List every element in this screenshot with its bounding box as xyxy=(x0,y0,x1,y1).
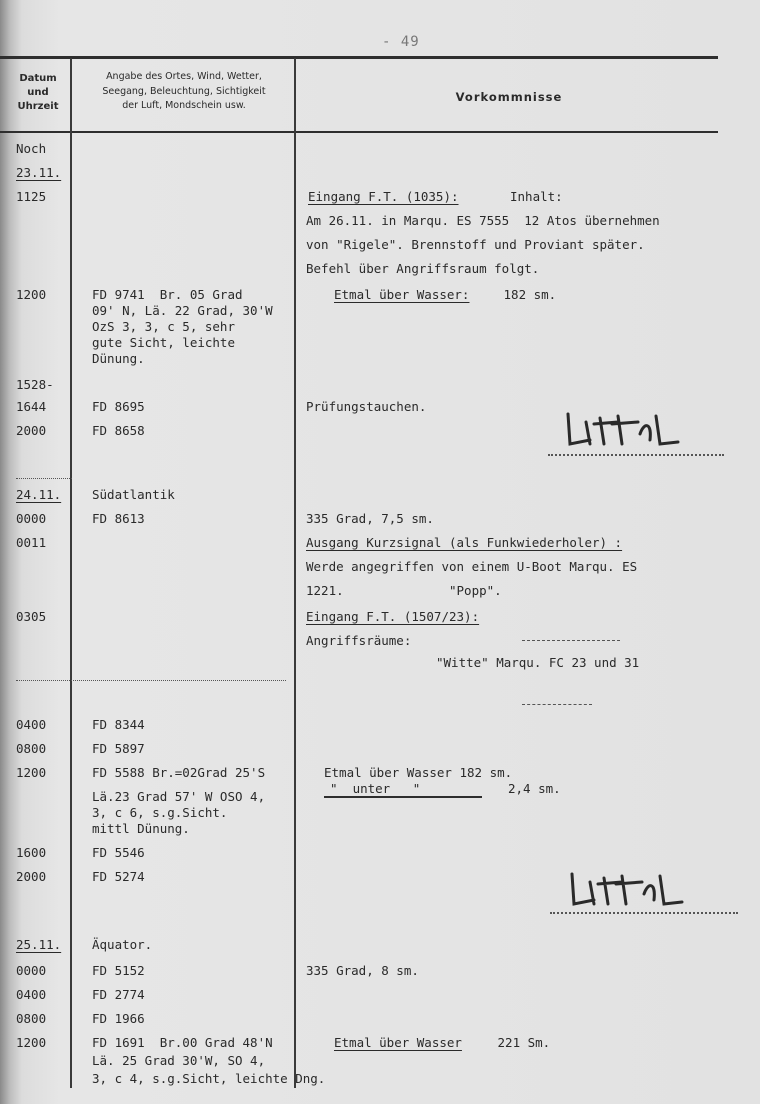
position-cell: FD 8344 xyxy=(92,717,145,732)
time-cell: 0800 xyxy=(16,1011,47,1026)
time-cell: 0000 xyxy=(16,963,47,978)
position-cell: 3, c 6, s.g.Sicht. xyxy=(92,805,228,820)
position-cell: Lä. 25 Grad 30'W, SO 4, xyxy=(92,1053,266,1068)
time-cell: 1200 xyxy=(16,765,47,780)
position-cell: FD 5274 xyxy=(92,869,145,884)
header-bottom-rule xyxy=(0,131,718,133)
event-text: 2,4 sm. xyxy=(508,781,561,796)
position-cell: FD 1966 xyxy=(92,1011,145,1026)
signature-mark xyxy=(560,404,690,454)
event-text: " unter " xyxy=(330,781,421,796)
event-text: 335 Grad, 7,5 sm. xyxy=(306,511,434,526)
event-text: 182 sm. xyxy=(496,287,557,302)
event-text: "Witte" Marqu. FC 23 und 31 xyxy=(436,655,640,670)
position-cell: Äquator. xyxy=(92,937,153,952)
time-cell: 1200 xyxy=(16,1035,47,1050)
event-text: 221 Sm. xyxy=(490,1035,551,1050)
time-cell: 1644 xyxy=(16,399,47,414)
event-text: Befehl über Angriffsraum folgt. xyxy=(306,261,540,276)
event-text: Inhalt: xyxy=(510,189,563,204)
underline xyxy=(324,796,482,798)
header-date-label: Datum xyxy=(19,73,57,84)
position-cell: 3, c 4, s.g.Sicht, leichte Dng. xyxy=(92,1071,326,1086)
event-heading: Eingang F.T. (1035): xyxy=(308,189,459,204)
position-cell: FD 5546 xyxy=(92,845,145,860)
header-location-line-3: der Luft, Mondschein usw. xyxy=(122,100,246,111)
signature-mark xyxy=(564,864,694,914)
time-cell: 0400 xyxy=(16,717,47,732)
time-cell: 1200 xyxy=(16,287,47,302)
position-cell: FD 5152 xyxy=(92,963,145,978)
header-und-label: und xyxy=(27,87,49,98)
time-cell: 0011 xyxy=(16,535,47,550)
position-cell: FD 5588 Br.=02Grad 25'S xyxy=(92,765,266,780)
event-text: Angriffsräume: xyxy=(306,633,412,648)
event-heading: Eingang F.T. (1507/23): xyxy=(306,609,480,624)
event-heading: Etmal über Wasser: xyxy=(334,287,470,302)
page-number: - 49 xyxy=(382,34,420,50)
position-cell: FD 8613 xyxy=(92,511,145,526)
event-text: Etmal über Wasser 182 sm. xyxy=(324,765,513,780)
position-cell: Lä.23 Grad 57' W OSO 4, xyxy=(92,789,266,804)
event-text: 335 Grad, 8 sm. xyxy=(306,963,419,978)
row-separator xyxy=(16,680,286,681)
position-cell: FD 2774 xyxy=(92,987,145,1002)
position-cell: mittl Dünung. xyxy=(92,821,190,836)
position-cell: FD 5897 xyxy=(92,741,145,756)
time-cell: 0000 xyxy=(16,511,47,526)
event-text: Am 26.11. in Marqu. ES 7555 12 Atos übernehmen xyxy=(306,213,660,228)
dash-line xyxy=(522,704,592,705)
time-cell: 0400 xyxy=(16,987,47,1002)
time-cell: 0800 xyxy=(16,741,47,756)
time-cell: 2000 xyxy=(16,869,47,884)
header-location-weather xyxy=(76,70,292,114)
position-cell: FD 8658 xyxy=(92,423,145,438)
position-cell: Dünung. xyxy=(92,351,145,366)
header-time-label: Uhrzeit xyxy=(17,101,59,112)
event-heading: Etmal über Wasser xyxy=(334,1035,462,1050)
day-separator xyxy=(16,478,72,479)
signature-dotted-line xyxy=(550,912,738,914)
header-top-rule xyxy=(0,56,718,59)
time-cell: Noch xyxy=(16,141,47,156)
time-cell: 0305 xyxy=(16,609,47,624)
date-cell: 23.11. xyxy=(16,165,62,180)
header-date-time xyxy=(10,72,66,114)
time-cell: 1125 xyxy=(16,189,47,204)
position-cell: 09' N, Lä. 22 Grad, 30'W xyxy=(92,303,273,318)
position-cell: Südatlantik xyxy=(92,487,175,502)
position-cell: FD 9741 Br. 05 Grad xyxy=(92,287,243,302)
column-divider-1 xyxy=(70,58,72,1088)
event-text: Werde angegriffen von einem U-Boot Marqu. ES xyxy=(306,559,638,574)
date-cell: 24.11. xyxy=(16,487,62,502)
position-cell: FD 8695 xyxy=(92,399,145,414)
time-cell: 1528- xyxy=(16,377,54,392)
header-location-line-2: Seegang, Beleuchtung, Sichtigkeit xyxy=(102,85,266,97)
event-text: 1221. "Popp". xyxy=(306,583,502,598)
event-heading: Ausgang Kurzsignal (als Funkwiederholer) : xyxy=(306,535,623,550)
event-text: von "Rigele". Brennstoff und Proviant später. xyxy=(306,237,645,252)
date-cell: 25.11. xyxy=(16,937,62,952)
position-cell: FD 1691 Br.00 Grad 48'N xyxy=(92,1035,273,1050)
event-text: Prüfungstauchen. xyxy=(306,399,427,414)
time-cell: 1600 xyxy=(16,845,47,860)
signature-dotted-line xyxy=(548,454,724,456)
header-events: Vorkommnisse xyxy=(455,90,563,104)
column-divider-2 xyxy=(294,58,296,1088)
position-cell: OzS 3, 3, c 5, sehr xyxy=(92,319,235,334)
dash-line xyxy=(522,640,620,641)
position-cell: gute Sicht, leichte xyxy=(92,335,235,350)
time-cell: 2000 xyxy=(16,423,47,438)
header-location-line-1: Angabe des Ortes, Wind, Wetter, xyxy=(106,71,262,82)
